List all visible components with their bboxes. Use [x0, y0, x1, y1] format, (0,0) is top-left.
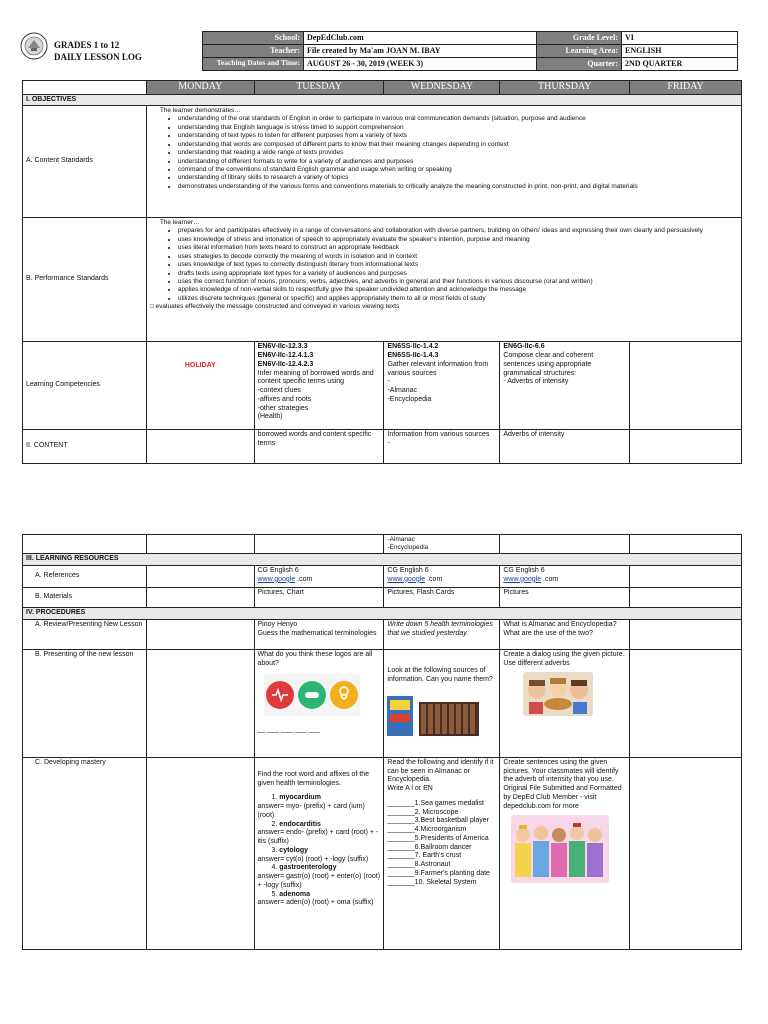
performance-standards-label: B. Performance Standards — [23, 218, 147, 342]
health-logos-image — [264, 674, 360, 716]
title-grades: GRADES 1 to 12 — [54, 40, 120, 50]
list-item: _______7. Earth's crust — [387, 852, 462, 860]
list-item: • understanding that words are composed of different parts to know that their meaning changes depending in context — [178, 141, 738, 149]
teacher-value: File created by Ma'am JOAN M. IBAY — [304, 45, 537, 58]
content-standards-intro: The learner demonstrates… — [159, 107, 241, 115]
tuesday-reference: CG English 6 www.google .com — [254, 566, 384, 588]
dates-label: Teaching Dates and Time: — [203, 58, 304, 71]
performance-standards-list — [150, 227, 738, 303]
content-label: II. CONTENT — [23, 430, 147, 464]
list-item: • command of the conventions of standard English grammar and usage when writing or speaking — [178, 166, 738, 174]
list-item: • utilizes discrete techniques (general or specific) and applies appropriately them to all or most fields of study — [178, 295, 738, 303]
wednesday-developing: Read the following and identify if it can be seen in Almanac or Encyclopedia. Write A l or EN _______1.Sea games medalist _______2. Microscope _______3.Best basketball player _______4.Microorganism _______5.Presidents of America _______6.Ballroom dancer _______7. Earth's crust _______8.Astronaut _______9.Farmer's planting date _______10. Skeletal System — [384, 757, 500, 949]
list-item: • understanding that reading a wide range of texts provides — [178, 149, 738, 157]
thursday-competency — [500, 342, 630, 430]
google-link[interactable]: www.google — [387, 575, 426, 583]
day-friday: FRIDAY — [630, 81, 742, 95]
wednesday-competency — [384, 342, 500, 430]
thursday-review: What is Almanac and Encyclopedia? What are the use of the two? — [500, 619, 630, 649]
grade-label: Grade Level: — [537, 32, 622, 45]
list-item: • uses knowledge of text types to correctly distinguish literary from informational texts — [178, 261, 738, 269]
resources-heading: III. LEARNING RESOURCES — [23, 554, 742, 566]
google-link[interactable]: www.google — [257, 575, 296, 583]
materials-label: B. Materials — [23, 588, 147, 608]
list-item: 5. adenoma answer= aden(o) (root) + oma (suffix) — [257, 890, 374, 907]
friday-competency — [630, 342, 742, 430]
list-item: • understanding of text types to listen for different purposes from a variety of texts — [178, 132, 738, 140]
wednesday-presenting: Look at the following sources of information. Can you name them? — [384, 649, 500, 757]
day-tuesday: TUESDAY — [254, 81, 384, 95]
list-item: • understanding of the oral standards of English in order to participate in various oral communication demands (situation, purpose and audience — [178, 115, 738, 123]
review-label: A. Review/Presenting New Lesson — [23, 619, 147, 649]
google-link[interactable]: www.google — [503, 575, 542, 583]
thursday-developing: Create sentences using the given pictures. Your classmates will identify the adverb of intensity that you use. Original File Submitted and Formatted by DepEd Club Member - visit depedclub.com for more — [500, 757, 630, 949]
competency-text: Compose clear and coherent sentences using appropriate grammatical structures: - Adverbs of intensity — [503, 352, 594, 386]
grade-value: VI — [622, 32, 738, 45]
quarter-label: Quarter: — [537, 58, 622, 71]
list-item: 3. cytology answer= cyt(o) (root) + -logy (suffix) — [257, 846, 369, 863]
day-wednesday: WEDNESDAY — [384, 81, 500, 95]
tuesday-review: Pinoy Henyo Guess the mathematical terminologies — [254, 619, 384, 649]
thursday-reference: CG English 6 www.google .com — [500, 566, 630, 588]
school-label: School: — [203, 32, 304, 45]
list-item: • understanding of different formats to write for a variety of audiences and purposes — [178, 158, 738, 166]
competency-code: EN6V-IIc-12.4.2.3 — [257, 360, 314, 368]
procedures-heading: IV. PROCEDURES — [23, 608, 742, 620]
school-value: DepEdClub.com — [304, 32, 537, 45]
competency-code: EN6G-IIc-6.6 — [503, 343, 545, 351]
list-item: • uses knowledge of stress and intonation of speech to appropriately evaluate the speaker's intention, purpose and meaning — [178, 236, 738, 244]
content-standards-label: A. Content Standards — [23, 106, 147, 218]
header-info-table — [202, 31, 738, 71]
day-thursday: THURSDAY — [500, 81, 630, 95]
tuesday-materials: Pictures, Chart — [254, 588, 384, 608]
logo-blanks: __ ___ ___ ___ ___ — [257, 726, 320, 734]
wednesday-materials: Pictures, Flash Cards — [384, 588, 500, 608]
list-item: 1. myocardium answer= myo- (prefix) + card (ium) (root) — [257, 794, 365, 819]
list-item: _______1.Sea games medalist — [387, 799, 484, 807]
monday-holiday: HOLIDAY — [146, 342, 254, 430]
deped-seal-icon — [20, 32, 48, 60]
dates-value: AUGUST 26 - 30, 2019 (WEEK 3) — [304, 58, 537, 71]
list-item: • drafts texts using appropriate text types for a variety of audiences and purposes — [178, 270, 738, 278]
competency-text: Gather relevant information from various sources - -Almanac -Encyclopedia — [387, 360, 489, 403]
wednesday-reference: CG English 6 www.google .com — [384, 566, 500, 588]
title-dll: DAILY LESSON LOG — [54, 51, 142, 62]
thursday-content: Adverbs of intensity — [500, 430, 630, 464]
list-item: _______8.Astronaut — [387, 861, 451, 868]
kids-eating-image — [523, 672, 593, 716]
list-item: _______4.Microorganism — [387, 826, 467, 833]
list-item: • applies knowledge of non-verbal skills to respectfully give the speaker undivided attention and acknowledge the message — [178, 286, 738, 294]
wednesday-content: Information from various sources - — [384, 430, 500, 464]
lesson-table-page2 — [22, 534, 742, 950]
learning-competencies-label: Learning Competencies — [23, 342, 147, 430]
tuesday-presenting: What do you think these logos are all about? __ ___ ___ ___ ___ — [254, 649, 384, 757]
list-item: • uses literal information from texts heard to construct an appropriate feedback — [178, 244, 738, 252]
list-item: _______6.Ballroom dancer — [387, 843, 472, 851]
list-item: • uses the correct function of nouns, pronouns, verbs, adjectives, and adverbs in general and their functions in various discourse (oral and written) — [178, 278, 738, 286]
list-item: 4. gastroenterology answer= gastr(o) (root) + enter(o) (root) + -logy (suffix) — [257, 864, 381, 889]
area-value: ENGLISH — [622, 45, 738, 58]
quarter-value: 2ND QUARTER — [622, 58, 738, 71]
performance-standards-cell — [146, 218, 741, 342]
competency-code: EN6V-IIc-12.3.3 — [257, 343, 308, 351]
list-item: _______5.Presidents of America — [387, 834, 489, 842]
list-item: • understanding of library skills to research a variety of topics — [178, 174, 738, 182]
wednesday-carry: -Almanac -Encyclopedia — [384, 535, 500, 554]
content-standards-cell — [146, 106, 741, 218]
list-item: 2. endocarditis answer= endo- (prefix) + card (root) + -itis (suffix) — [257, 820, 379, 845]
content-standards-list — [150, 115, 738, 191]
princesses-image — [511, 815, 609, 883]
performance-last-item: □ evaluates effectively the message constructed and conveyed in various viewing texts — [149, 303, 400, 311]
day-monday: MONDAY — [146, 81, 254, 95]
presenting-label: B. Presenting of the new lesson — [23, 649, 147, 757]
list-item: • uses strategies to decode correctly the meaning of words in isolation and in context — [178, 253, 738, 261]
books-image — [387, 694, 479, 738]
developing-label: C. Developing mastery — [23, 757, 147, 949]
thursday-materials: Pictures — [500, 588, 630, 608]
area-label: Learning Area: — [537, 45, 622, 58]
wednesday-review: Write down 5 health terminologies that we studied yesterday. — [384, 619, 500, 649]
list-item: _______9.Farmer's planting date — [387, 869, 490, 877]
thursday-presenting: Create a dialog using the given picture. Use different adverbs — [500, 649, 630, 757]
list-item: • understanding that English language is stress timed to support comprehension — [178, 124, 738, 132]
competency-code: EN6SS-IIc-1.4.2 — [387, 343, 439, 351]
references-label: A. References — [23, 566, 147, 588]
competency-code: EN6SS-IIc-1.4.3 — [387, 352, 439, 359]
performance-standards-intro: The learner… — [159, 219, 200, 227]
list-item: • prepares for and participates effectively in a range of conversations and collaboration with diverse partners, building on others' ideas and expressing their own clearly and persuasively — [178, 227, 738, 235]
list-item: _______3.Best basketball player — [387, 817, 489, 825]
tuesday-developing: Find the root word and affixes of the given health terminologies. 1. myocardium answer= myo- (prefix) + card (ium) (root) 2. endocarditis answer= endo- (prefix) + card (root) + -itis (suffix) 3. cytology answer= cyt(o) (root) + -logy (suffix) 4. gastroenterology answer= gastr(o) (root) + enter(o) (root) + -logy (suffix) 5. adenoma answer= aden(o) (root) + oma (suffix) — [254, 757, 384, 949]
lesson-table-page1 — [22, 80, 742, 464]
list-item: _______2. Microscope — [387, 808, 459, 816]
competency-code: EN6V-IIc-12.4.1.3 — [257, 352, 314, 359]
list-item: _______10. Skeletal System — [387, 878, 477, 886]
list-item: • demonstrates understanding of the various forms and conventions materials to critically analyze the meaning constructed in print, non-print, and digital materials — [178, 183, 738, 191]
teacher-label: Teacher: — [203, 45, 304, 58]
tuesday-competency — [254, 342, 384, 430]
tuesday-content: borrowed words and content specific terms — [254, 430, 384, 464]
competency-text: Infer meaning of borrowed words and content specific terms using -context clues -affixes and roots -other strategies (Health) — [257, 369, 374, 421]
objectives-heading: I. OBJECTIVES — [23, 94, 742, 106]
